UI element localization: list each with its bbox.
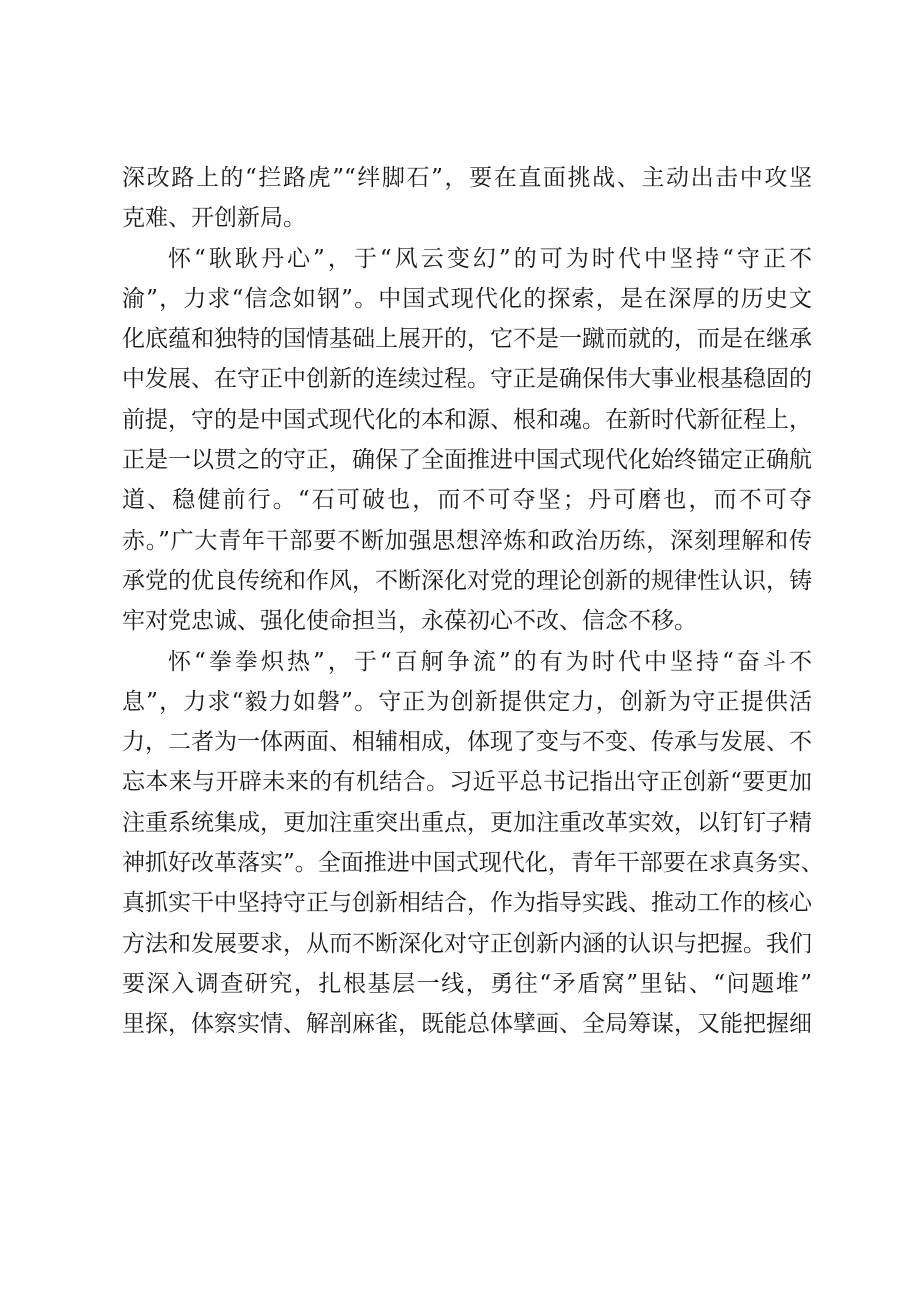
- paragraph-2-line-2: 渝”，力求“信念如钢”。中国式现代化的探索，是在深厚的历史文: [122, 285, 812, 312]
- paragraph-3-line-6: 神抓好改革落实”。全面推进中国式现代化，青年干部要在求真务实、: [122, 850, 824, 877]
- document-body: [122, 158, 824, 1045]
- paragraph-2-line-6: 正是一以贯之的守正，确保了全面推进中国式现代化始终锚定正确航: [122, 447, 812, 474]
- paragraph-2-line-3: 化底蕴和独特的国情基础上展开的，它不是一蹴而就的，而是在继承: [122, 326, 812, 353]
- paragraph-3-line-4: 忘本来与开辟未来的有机结合。习近平总书记指出守正创新“要更加: [122, 769, 812, 796]
- paragraph-3-line-7: 真抓实干中坚持守正与创新相结合，作为指导实践、推动工作的核心: [122, 890, 812, 917]
- paragraph-3-line-3: 力，二者为一体两面、相辅相成，体现了变与不变、传承与发展、不: [122, 729, 812, 756]
- paragraph-3-line-8: 方法和发展要求，从而不断深化对守正创新内涵的认识与把握。我们: [122, 930, 812, 957]
- paragraph-2-line-5: 前提，守的是中国式现代化的本和源、根和魂。在新时代新征程上，: [122, 406, 812, 433]
- paragraph-3-line-1: 怀“拳拳炽热”，于“百舸争流”的有为时代中坚持“奋斗不: [168, 648, 812, 675]
- paragraph-3-line-10: 里探，体察实情、解剖麻雀，既能总体擘画、全局筹谋，又能把握细: [122, 1011, 812, 1038]
- paragraph-2-line-10: 牢对党忠诚、强化使命担当，永葆初心不改、信念不移。: [122, 608, 697, 635]
- paragraph-2-line-7: 道、稳健前行。“石可破也，而不可夺坚；丹可磨也，而不可夺: [122, 487, 812, 514]
- paragraph-2-line-4: 中发展、在守正中创新的连续过程。守正是确保伟大事业根基稳固的: [122, 366, 812, 393]
- paragraph-3-line-9: 要深入调查研究，扎根基层一线，勇往“矛盾窝”里钻、“问题堆”: [122, 970, 812, 997]
- paragraph-1-line-1: 深改路上的“拦路虎”“绊脚石”，要在直面挑战、主动出击中攻坚: [122, 165, 812, 191]
- paragraph-3-line-5: 注重系统集成，更加注重突出重点，更加注重改革实效，以钉钉子精: [122, 809, 812, 836]
- paragraph-3-line-2: 息”，力求“毅力如磐”。守正为创新提供定力，创新为守正提供活: [122, 688, 812, 715]
- paragraph-2-line-8: 赤。”广大青年干部要不断加强思想淬炼和政治历练，深刻理解和传: [122, 527, 812, 554]
- paragraph-2-line-9: 承党的优良传统和作风，不断深化对党的理论创新的规律性认识，铸: [122, 567, 812, 594]
- paragraph-1-line-2: 克难、开创新局。: [122, 205, 306, 232]
- paragraph-2-line-1: 怀“耿耿丹心”，于“风云变幻”的可为时代中坚持“守正不: [168, 245, 812, 272]
